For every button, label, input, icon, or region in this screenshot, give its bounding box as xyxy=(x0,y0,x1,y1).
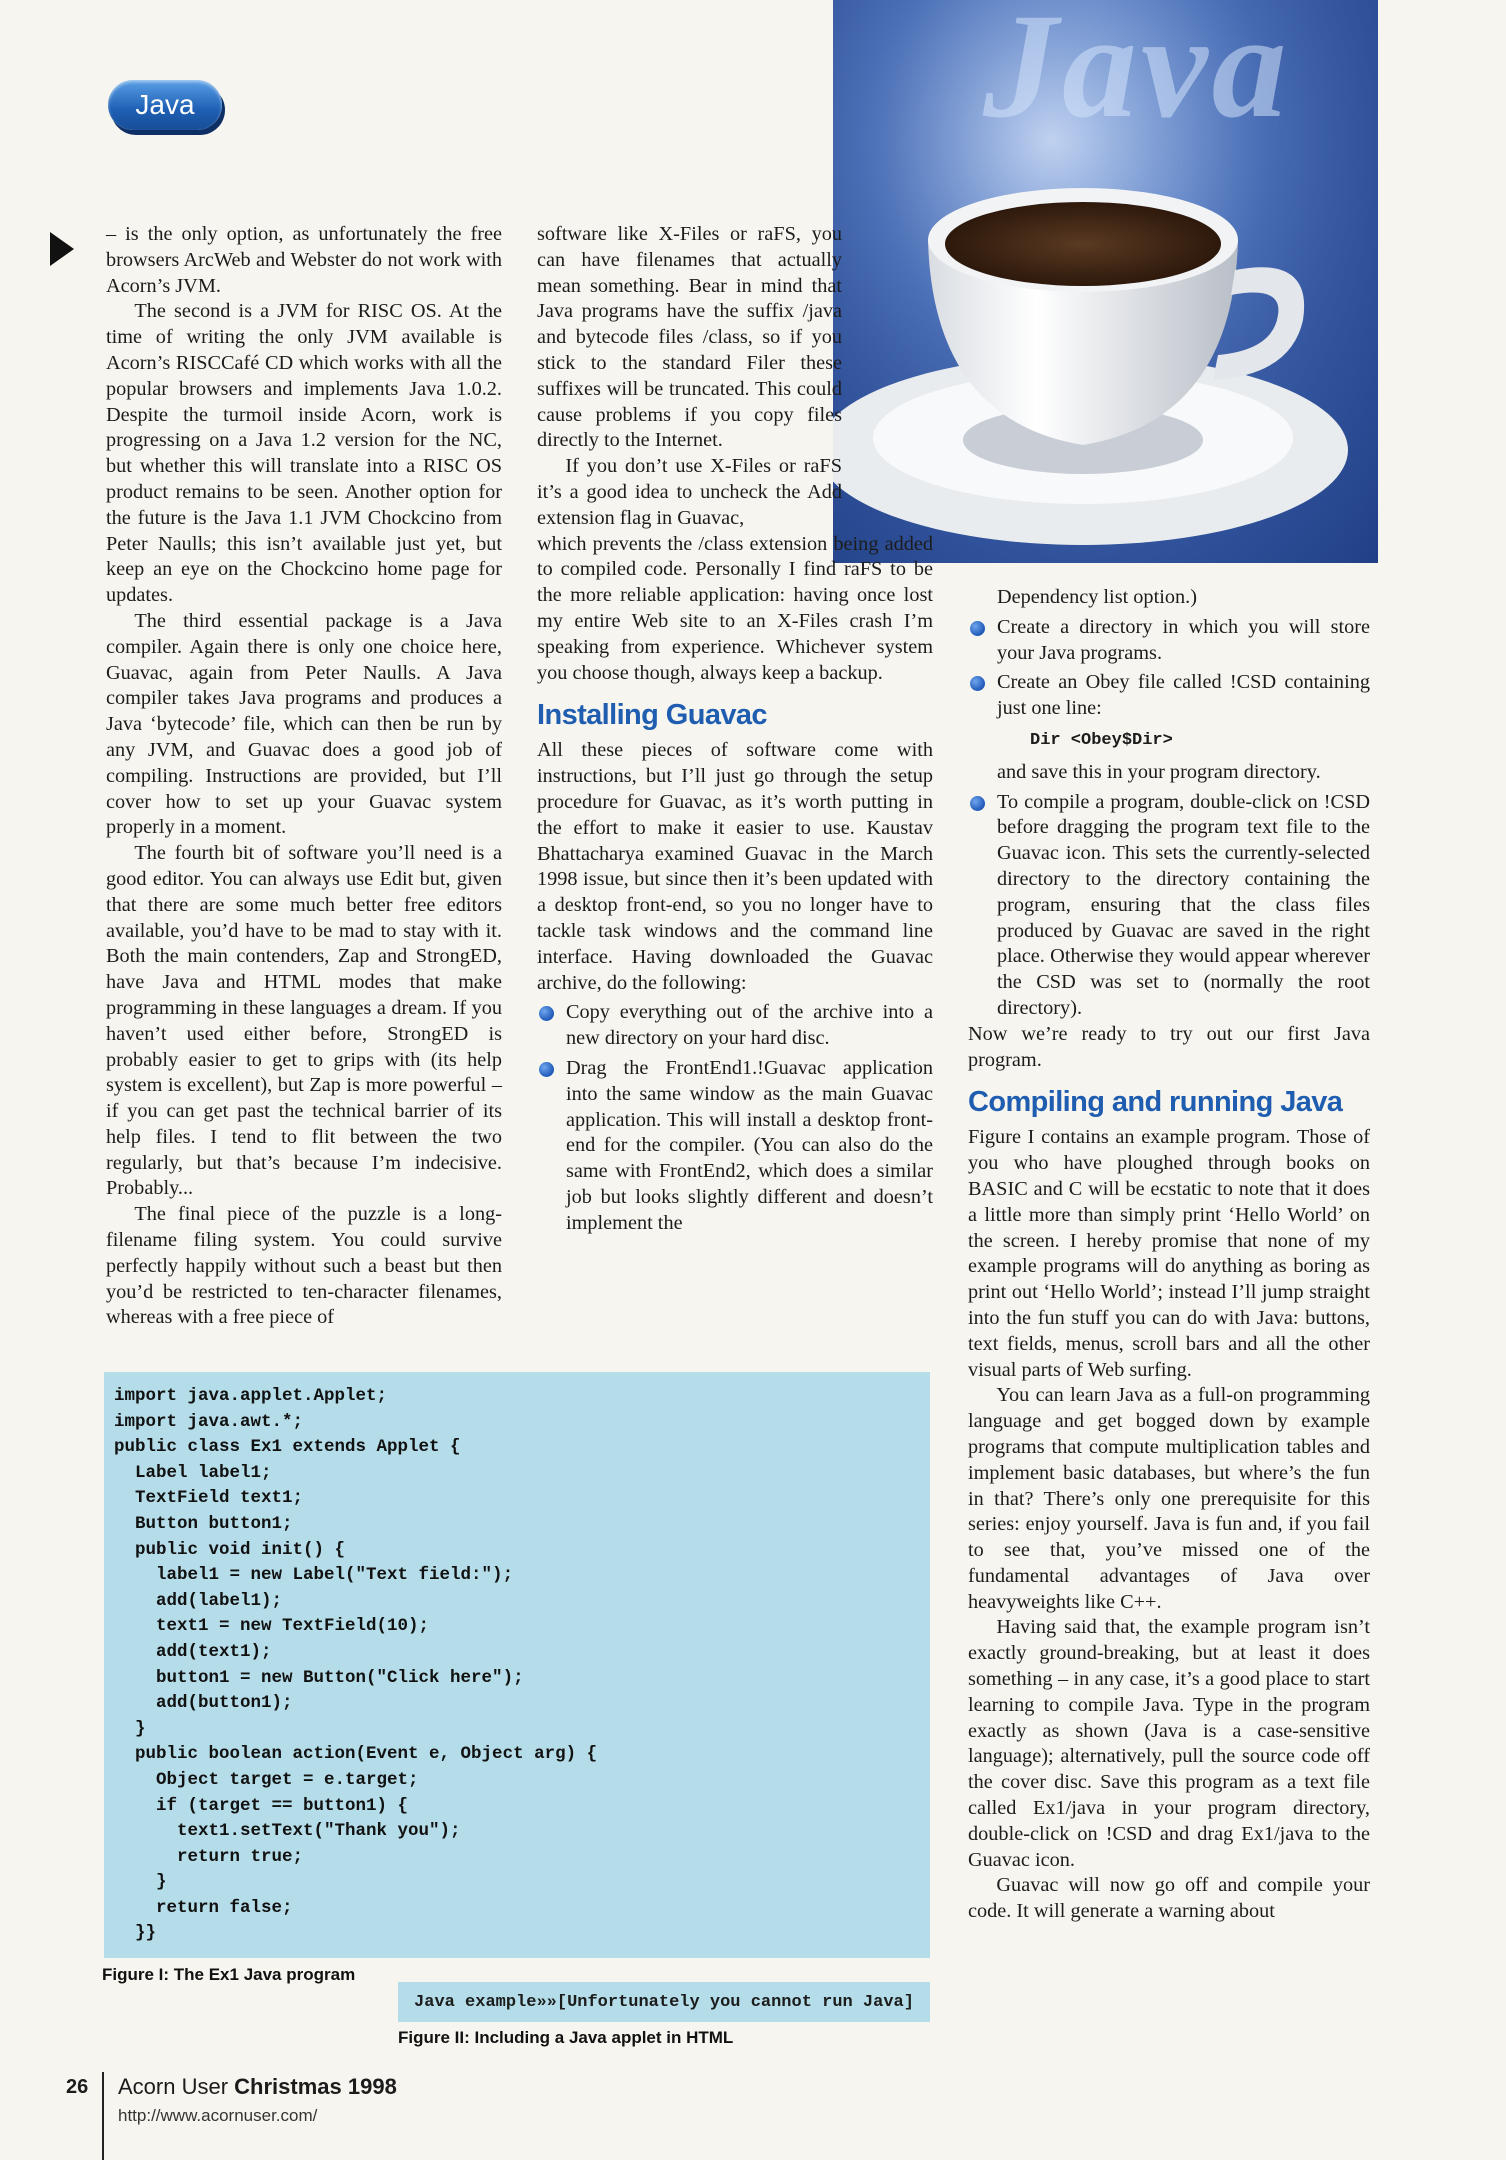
code-line: add(text1); xyxy=(114,1641,272,1662)
col2-para-1: software like X-Files or raFS, you can have filenames that actually mean something. Bear in mind that Java programs have the suffix /java and bytecode files /class, so if you stick to the standard Filer these suffixes will be truncated. This could cause problems if you copy files directly to the Internet. xyxy=(537,223,842,452)
magazine-url[interactable]: http://www.acornuser.com/ xyxy=(118,2106,318,2125)
applet-example-box: Java example»»[Unfortunately you cannot run Java] xyxy=(398,1982,930,2022)
code-line: import java.awt.*; xyxy=(114,1411,304,1432)
code-line: add(label1); xyxy=(114,1590,283,1611)
col2-para-2a: If you don’t use X-Files or raFS it’s a good idea to uncheck the Add extension flag in Guavac, xyxy=(537,455,842,529)
code-line: TextField text1; xyxy=(114,1488,304,1509)
list-item-text: Drag the FrontEnd1.!Guavac application into the same window as the main Guavac application. This will install a desktop front-end for the compiler. (You can also do the same with FrontEnd2, which does a similar job but looks slightly different and doesn’t implement the xyxy=(566,1056,933,1234)
list-item-text: Create a directory in which you will store your Java programs. xyxy=(997,615,1370,664)
code-listing-box xyxy=(104,1372,930,1958)
col3-after-code: and save this in your program directory. xyxy=(997,760,1321,783)
code-line: return false; xyxy=(114,1897,293,1918)
magazine-name: Acorn User xyxy=(118,2074,235,2099)
code-line: button1 = new Button("Click here"); xyxy=(114,1667,524,1688)
bullet-icon xyxy=(539,1006,554,1021)
code-line: public void init() { xyxy=(114,1539,346,1560)
footer-divider xyxy=(102,2072,104,2160)
col3-ready: Now we’re ready to try out our first Java program. xyxy=(968,1022,1370,1071)
col3-para-3: Having said that, the example program isn’t exactly ground-breaking, but at least it does something – in any case, it’s a good place to start learning to compile Java. Type in the program exactly as shown (Java is a case-sensitive language); alternatively, pull the source code off the cover disc. Save this program as a text file called Ex1/java in your program directory, double-click on !CSD and drag Ex1/java to the Guavac icon. xyxy=(968,1616,1370,1871)
code-line: public class Ex1 extends Applet { xyxy=(114,1437,461,1458)
column-2 xyxy=(537,222,933,1236)
code-line: return true; xyxy=(114,1846,304,1867)
compiling-heading: Compiling and running Java xyxy=(968,1086,1343,1119)
list-item-text: Create an Obey file called !CSD containing just one line: xyxy=(997,671,1370,720)
continuation-arrow-icon xyxy=(50,232,74,266)
installing-guavac-heading: Installing Guavac xyxy=(537,699,767,732)
code-line: if (target == button1) { xyxy=(114,1795,409,1816)
list-item-text: To compile a program, double-click on !CSD before dragging the program text file to the Guavac icon. This sets the currently-selected directory to the directory containing the program, ensuring that the class files produced by Guavac are saved in the right place. Otherwise they would appear wherever the CSD was set to (normally the root directory). xyxy=(997,790,1370,1019)
list-item-text: Copy everything out of the archive into a new directory on your hard disc. xyxy=(566,1001,933,1050)
code-line: Label label1; xyxy=(114,1462,272,1483)
figure-1-caption: Figure I: The Ex1 Java program xyxy=(102,1965,356,1984)
section-badge: Java xyxy=(108,80,222,130)
magazine-line xyxy=(118,2074,397,2100)
col2-para-3: All these pieces of software come with instructions, but I’ll just go through the setup procedure for Guavac, as it’s worth putting in the effort to make it easier to use. Kaustav Bhattacharya examined Guavac in the March 1998 issue, but since then it’s been updated with a desktop front-end, so you no longer have to tackle task windows and the command line interface. Having downloaded the Guavac archive, do the following: xyxy=(537,739,933,994)
col1-para-3: The third essential package is a Java compiler. Again there is only one choice here, Guavac, again from Peter Naulls. A Java compiler takes Java programs and produces a Java ‘bytecode’ file, which can then be run by any JVM, and Guavac does a good job of compiling. Instructions are provided, but I’ll cover how to set up your Guavac system properly in a moment. xyxy=(106,609,502,839)
code-line: public boolean action(Event e, Object arg) { xyxy=(114,1744,598,1765)
bullet-icon xyxy=(970,676,985,691)
code-line: Object target = e.target; xyxy=(114,1769,419,1790)
col1-para-5: The final piece of the puzzle is a long-filename filing system. You could survive perfectly happily without such a beast but then you’d be restricted to ten-character filenames, whereas with a free piece of xyxy=(106,1203,502,1329)
code-line: } xyxy=(114,1718,146,1739)
list-item xyxy=(537,1056,933,1237)
col2-para-2b: which prevents the /class extension being added to compiled code. Personally I find raFS to be the more reliable application: having once lost my entire Web site to an X-Files crash I’m speaking from experience. Whichever system you choose though, always keep a backup. xyxy=(537,532,933,684)
col3-para-4: Guavac will now go off and compile your code. It will generate a warning about xyxy=(968,1874,1370,1923)
list-item xyxy=(537,1000,933,1052)
col3-continuation: Dependency list option.) xyxy=(997,586,1197,608)
column-1 xyxy=(106,222,502,1331)
issue-date: Christmas 1998 xyxy=(234,2074,397,2099)
list-item xyxy=(968,670,1370,722)
code-line: add(button1); xyxy=(114,1693,293,1714)
column-3 xyxy=(968,585,1370,1925)
code-line: text1.setText("Thank you"); xyxy=(114,1821,461,1842)
code-line: import java.applet.Applet; xyxy=(114,1386,388,1406)
code-line: Button button1; xyxy=(114,1513,293,1534)
col1-para-1: – is the only option, as unfortunately the free browsers ArcWeb and Webster do not work with Acorn’s JVM. xyxy=(106,223,502,297)
page-number: 26 xyxy=(66,2076,89,2098)
bullet-icon xyxy=(539,1062,554,1077)
code-line: } xyxy=(114,1872,167,1893)
figure-2-caption: Figure II: Including a Java applet in HTML xyxy=(398,2028,734,2047)
code-line: }} xyxy=(114,1923,157,1944)
col3-para-2: You can learn Java as a full-on programming language and get bogged down by example programs that compute multiplication tables and implement basic databases, but where’s the fun in that? There’s only one prerequisite for this series: enjoy yourself. Java is fun and, if you fail to see that, you’ve missed one of the fundamental advantages of Java over heavyweights like C++. xyxy=(968,1384,1370,1613)
code-listing xyxy=(114,1384,930,1947)
bullet-icon xyxy=(970,796,985,811)
list-item xyxy=(968,615,1370,667)
col3-para-1: Figure I contains an example program. Those of you who have ploughed through books on BASIC and C will be ecstatic to note that it does a little more than simply print ‘Hello World’ on the screen. I hereby promise that none of my example programs will do anything as boring as print out ‘Hello World’; instead I’ll jump straight into the fun stuff you can do with Java: buttons, text fields, menus, scroll bars and all the other visual parts of Web surfing. xyxy=(968,1126,1370,1381)
col1-para-2: The second is a JVM for RISC OS. At the time of writing the only JVM available is Acorn’s RISCCafé CD which works with all the popular browsers and implements Java 1.0.2. Despite the turmoil inside Acorn, work is progressing on a Java 1.2 version for the NC, but whether this will translate into a RISC OS product remains to be seen. Another option for the future is the Java 1.1 JVM Chockcino from Peter Naulls; this isn’t available just yet, but keep an eye on the Chockcino home page for updates. xyxy=(106,300,502,607)
code-line: label1 = new Label("Text field:"); xyxy=(114,1565,514,1586)
bullet-icon xyxy=(970,621,985,636)
photo-title: Java xyxy=(983,0,1291,149)
obey-file-code: Dir <Obey$Dir> xyxy=(1030,730,1173,750)
col1-para-4: The fourth bit of software you’ll need is a good editor. You can always use Edit but, given that there are some much better free editors available, you’d have to be mad to stay with it. Both the main contenders, Zap and StrongED, have Java and HTML modes that make programming in these languages a dream. If you haven’t used either before, StrongED is probably easier to get to grips with (its help system is excellent), but Zap is more powerful – if you can get past the technical barrier of its help files. I tend to flit between the two regularly, but that’s because I’m indecisive. Probably... xyxy=(106,842,502,1200)
code-line: text1 = new TextField(10); xyxy=(114,1616,430,1637)
list-item xyxy=(968,790,1370,1022)
